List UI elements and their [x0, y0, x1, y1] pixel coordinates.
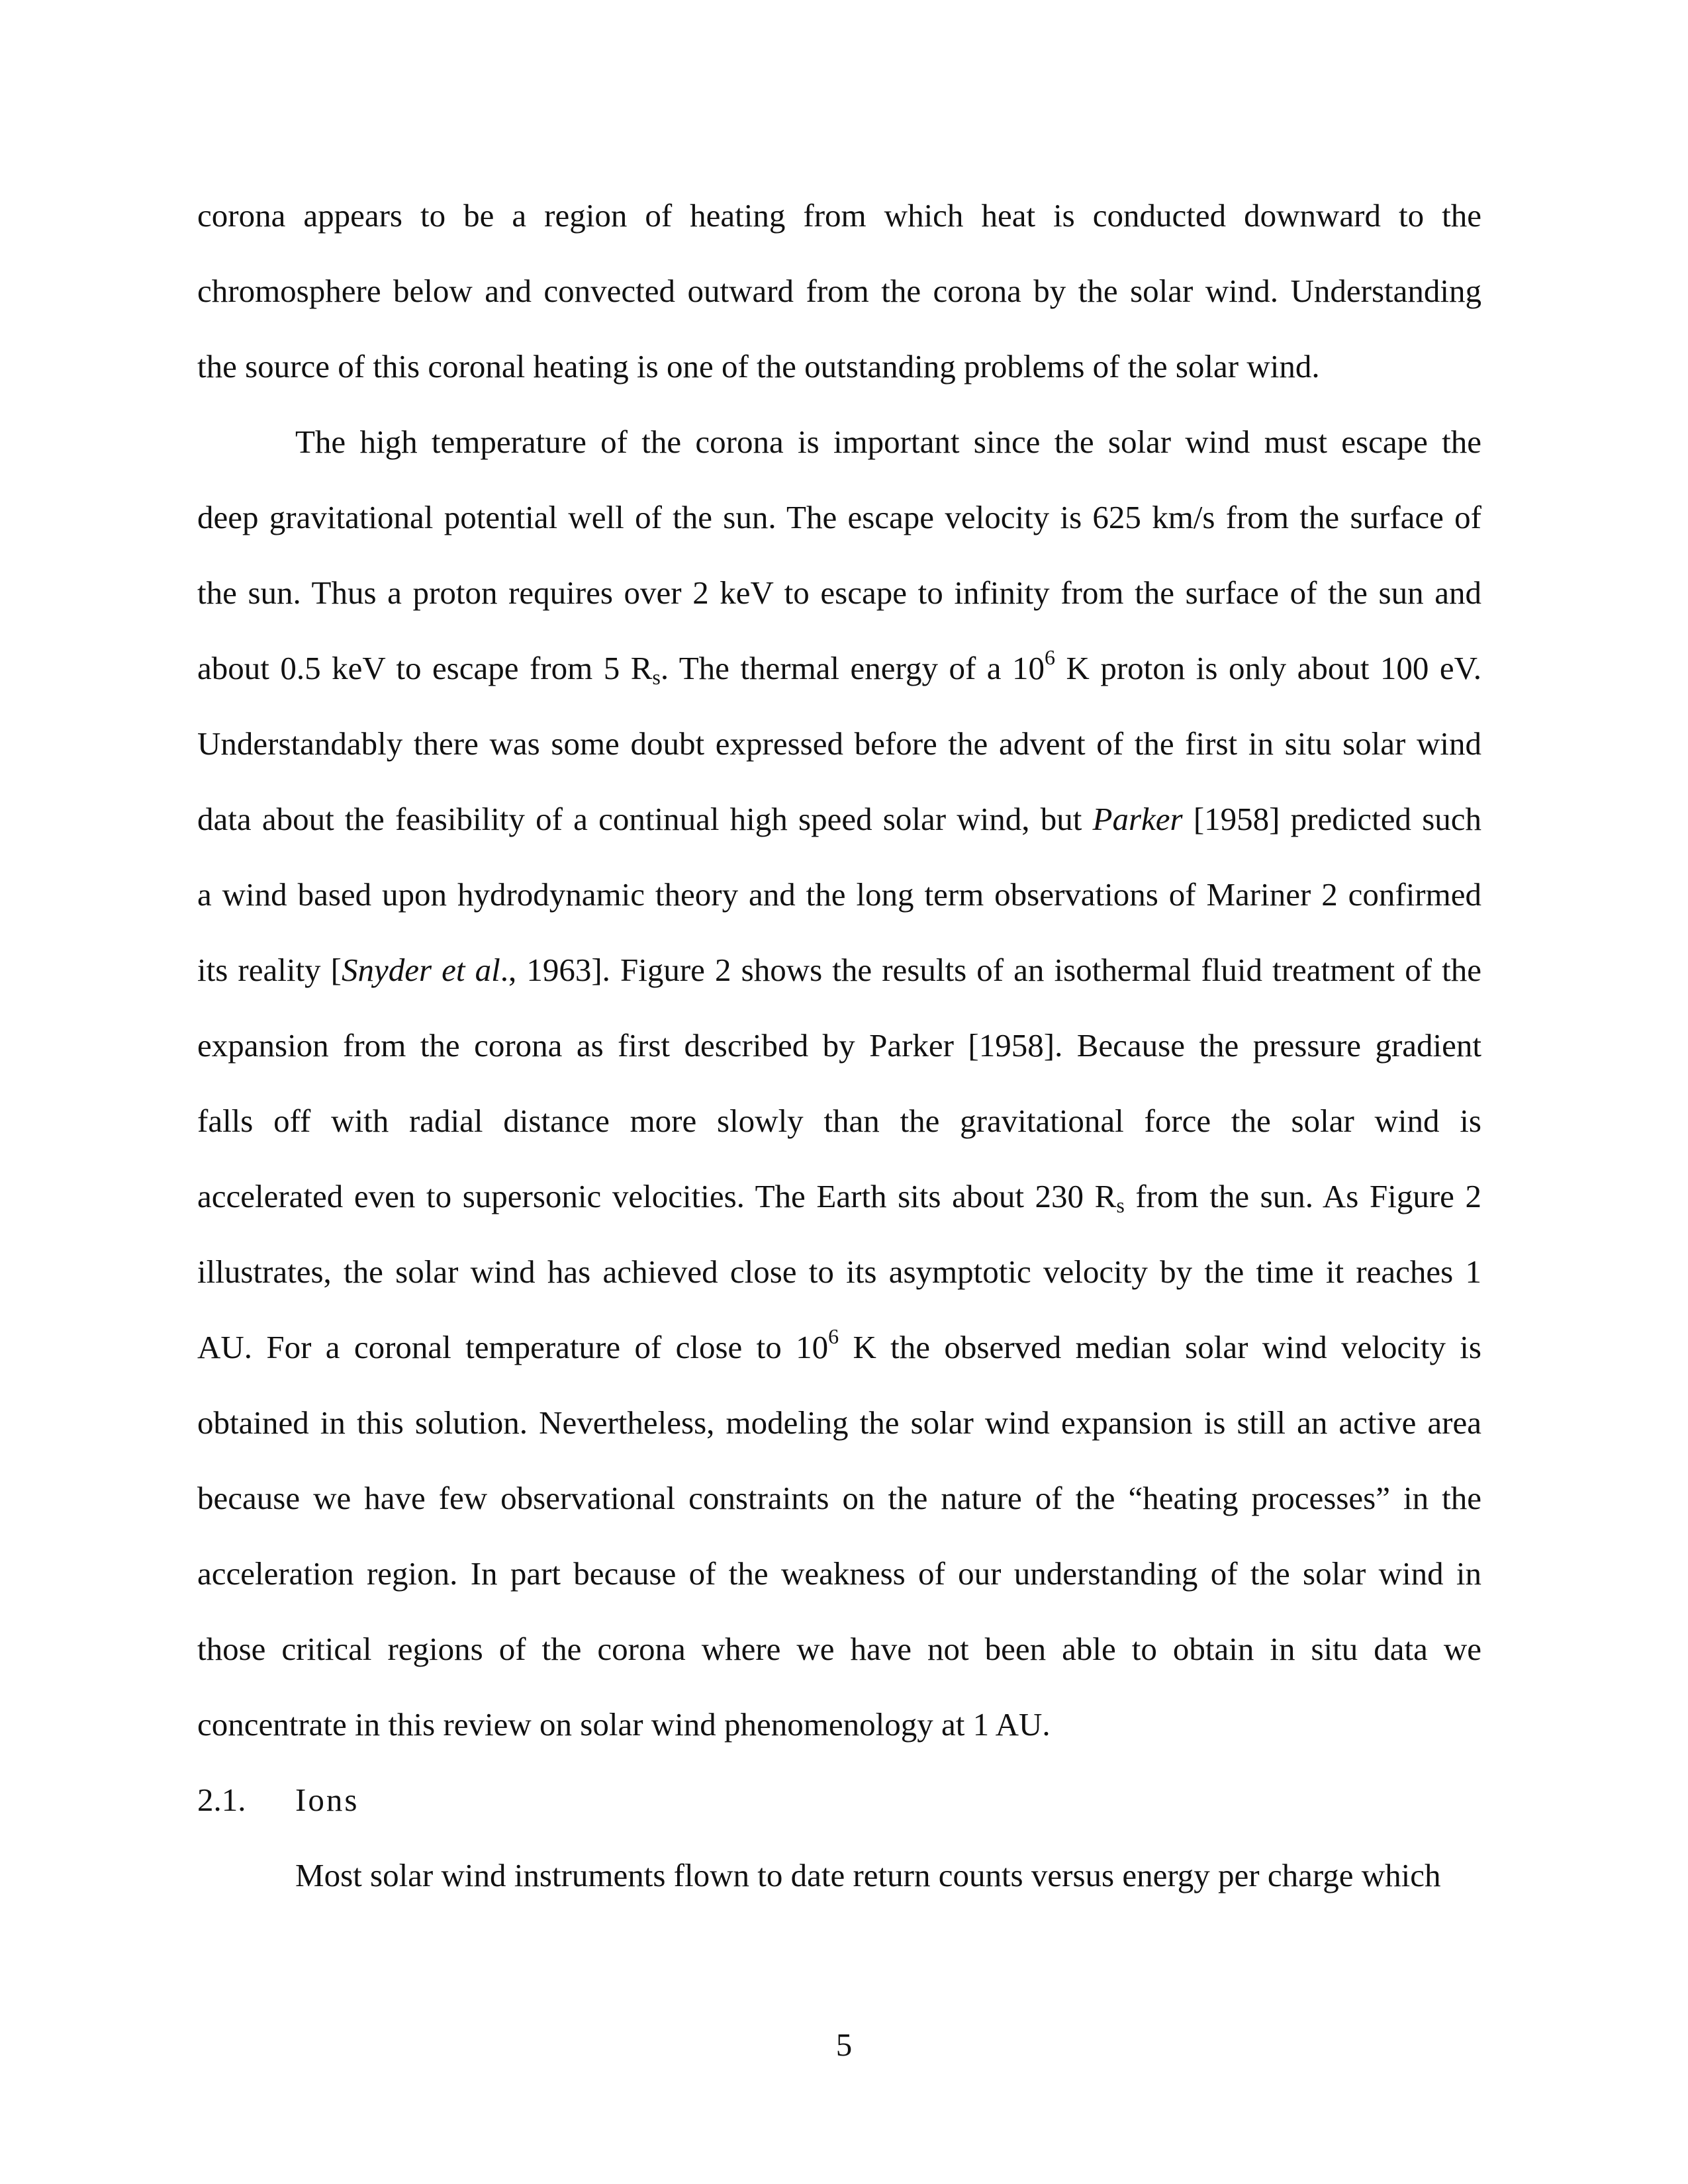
page-number: 5 [835, 2026, 853, 2063]
paragraph-2-line-3: the sun. Thus a proton requires over 2 keV to escape to infinity from the surface of the sun and [197, 574, 1481, 611]
paragraph-2-line-2: deep gravitational potential well of the sun. The escape velocity is 625 km/s from the surface of [197, 499, 1481, 535]
paragraph-2-line-10: falls off with radial distance more slowly than the gravitational force the solar wind is [197, 1103, 1481, 1139]
text-run: [1958] predicted such [1182, 801, 1482, 837]
section-number: 2.1. [197, 1782, 246, 1818]
paragraph-1-line-2: chromosphere below and convected outward from the corona by the solar wind. Understanding [197, 273, 1481, 309]
subscript: s [1116, 1193, 1125, 1217]
paragraph-2-line-8 [197, 950, 1481, 990]
paragraph-2-line-4 [197, 645, 1481, 689]
text-run: K proton is only about 100 eV. [1055, 650, 1481, 686]
superscript: 6 [828, 1324, 839, 1348]
text-run: ., 1963]. Figure 2 shows the results of an isothermal fluid treatment of the [500, 952, 1481, 988]
text-run: AU. For a coronal temperature of close to 10 [197, 1329, 829, 1365]
text-run: K the observed median solar wind velocity is [839, 1329, 1481, 1365]
paragraph-2-line-14: obtained in this solution. Nevertheless, modeling the solar wind expansion is still an active area [197, 1404, 1481, 1441]
paragraph-3-line-1: Most solar wind instruments flown to date return counts versus energy per charge which [295, 1857, 1441, 1893]
text-run: accelerated even to supersonic velocities. The Earth sits about 230 R [197, 1178, 1117, 1214]
paragraph-2-line-18: concentrate in this review on solar wind phenomenology at 1 AU. [197, 1706, 1051, 1743]
superscript: 6 [1045, 645, 1055, 669]
text-run: its reality [ [197, 952, 342, 988]
citation-author: Parker [1092, 801, 1183, 837]
paragraph-2-line-7: a wind based upon hydrodynamic theory and the long term observations of Mariner 2 confirmed [197, 876, 1481, 913]
paragraph-2-line-13 [197, 1324, 1481, 1367]
citation-author: Snyder et al [341, 952, 500, 988]
paragraph-2-line-1: The high temperature of the corona is important since the solar wind must escape the [295, 424, 1481, 460]
paragraph-2-line-17: those critical regions of the corona where we have not been able to obtain in situ data we [197, 1631, 1481, 1667]
paragraph-2-line-12: illustrates, the solar wind has achieved close to its asymptotic velocity by the time it reaches 1 [197, 1253, 1481, 1290]
text-run: . The thermal energy of a 10 [660, 650, 1045, 686]
paragraph-2-line-15: because we have few observational constraints on the nature of the “heating processes” in the [197, 1480, 1481, 1516]
paragraph-2-line-5: Understandably there was some doubt expressed before the advent of the first in situ solar wind [197, 725, 1481, 762]
section-title: Ions [295, 1782, 359, 1818]
subscript: s [652, 665, 661, 689]
paragraph-1-line-1: corona appears to be a region of heating from which heat is conducted downward to the [197, 197, 1481, 234]
text-run: about 0.5 keV to escape from 5 R [197, 650, 653, 686]
paragraph-1-line-3: the source of this coronal heating is one of the outstanding problems of the solar wind. [197, 348, 1320, 385]
text-run: data about the feasibility of a continual high speed solar wind, but [197, 801, 1093, 837]
paragraph-2-line-6 [197, 799, 1481, 839]
paragraph-2-line-11 [197, 1177, 1481, 1216]
paragraph-2-line-16: acceleration region. In part because of the weakness of our understanding of the solar wind in [197, 1555, 1481, 1592]
text-run: from the sun. As Figure 2 [1124, 1178, 1481, 1214]
paragraph-2-line-9: expansion from the corona as first described by Parker [1958]. Because the pressure gradient [197, 1027, 1481, 1064]
